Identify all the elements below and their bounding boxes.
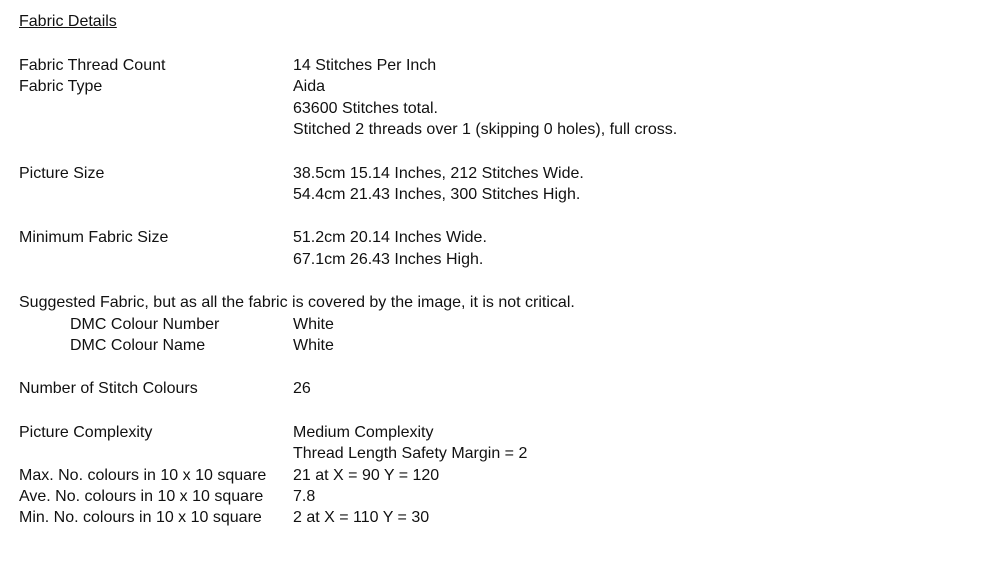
minimum-fabric-height: 67.1cm 26.43 Inches High. <box>293 251 484 268</box>
picture-size-width: 38.5cm 15.14 Inches, 212 Stitches Wide. <box>293 165 584 182</box>
ave-colours-value: 7.8 <box>293 488 316 505</box>
thread-count-label: Fabric Thread Count <box>19 57 166 74</box>
max-colours-label: Max. No. colours in 10 x 10 square <box>19 467 267 484</box>
stitch-method: Stitched 2 threads over 1 (skipping 0 holes), full cross. <box>293 121 678 138</box>
stitch-colours-label: Number of Stitch Colours <box>19 380 198 397</box>
min-colours-value: 2 at X = 110 Y = 30 <box>293 509 430 526</box>
stitches-total: 63600 Stitches total. <box>293 100 438 117</box>
dmc-colour-name-value: White <box>293 337 334 354</box>
minimum-fabric-size-label: Minimum Fabric Size <box>19 229 169 246</box>
complexity-label: Picture Complexity <box>19 424 153 441</box>
dmc-colour-number-value: White <box>293 316 334 333</box>
picture-size-label: Picture Size <box>19 165 105 182</box>
picture-size-height: 54.4cm 21.43 Inches, 300 Stitches High. <box>293 186 581 203</box>
stitch-colours-value: 26 <box>293 380 311 397</box>
suggested-fabric-note: Suggested Fabric, but as all the fabric is covered by the image, it is not critical. <box>19 294 575 311</box>
thread-safety-margin: Thread Length Safety Margin = 2 <box>293 445 528 462</box>
max-colours-value: 21 at X = 90 Y = 120 <box>293 467 440 484</box>
thread-count-value: 14 Stitches Per Inch <box>293 57 437 74</box>
dmc-colour-name-label: DMC Colour Name <box>70 337 206 354</box>
fabric-type-label: Fabric Type <box>19 78 103 95</box>
min-colours-label: Min. No. colours in 10 x 10 square <box>19 509 262 526</box>
fabric-type-value: Aida <box>293 78 326 95</box>
dmc-colour-number-label: DMC Colour Number <box>70 316 220 333</box>
page-title: Fabric Details <box>19 13 117 30</box>
complexity-value: Medium Complexity <box>293 424 434 441</box>
minimum-fabric-width: 51.2cm 20.14 Inches Wide. <box>293 229 487 246</box>
ave-colours-label: Ave. No. colours in 10 x 10 square <box>19 488 264 505</box>
